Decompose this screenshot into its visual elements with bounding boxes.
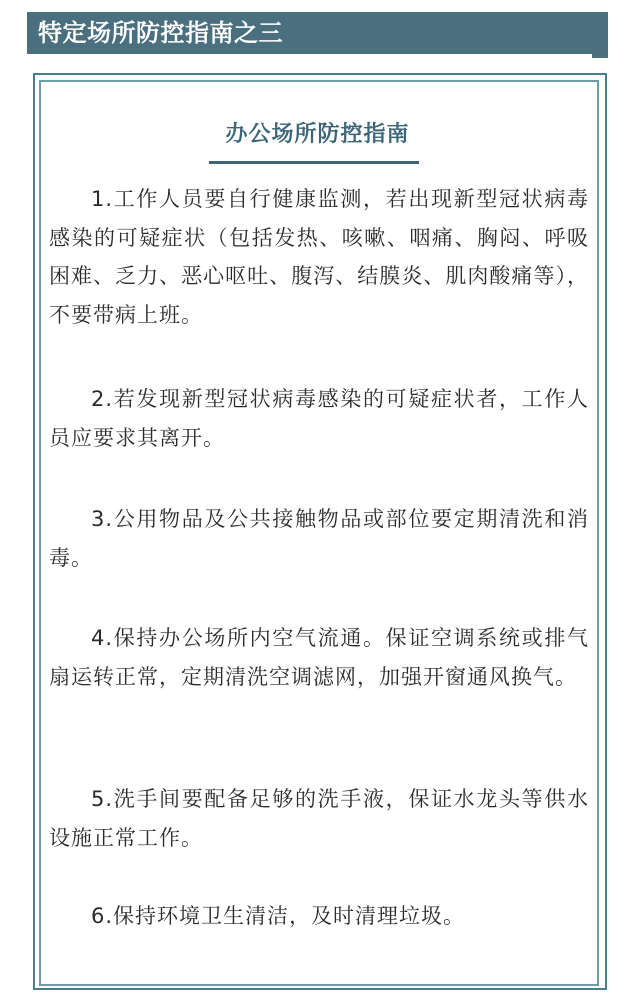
guideline-item-1: 1.工作人员要自行健康监测，若出现新型冠状病毒感染的可疑症状（包括发热、咳嗽、咽痛、胸闷、呼吸困难、乏力、恶心呕吐、腹泻、结膜炎、肌肉酸痛等），不要带病上班。 xyxy=(49,187,589,327)
guideline-item-6: 6.保持环境卫生清洁，及时清理垃圾。 xyxy=(91,904,466,928)
guideline-item-5: 5.洗手间要配备足够的洗手液，保证水龙头等供水设施正常工作。 xyxy=(49,787,589,850)
section-title: 办公场所防控指南 xyxy=(225,122,410,147)
header-accent xyxy=(592,54,608,58)
header-bar xyxy=(27,12,608,54)
guideline-item-2: 2.若发现新型冠状病毒感染的可疑症状者，工作人员应要求其离开。 xyxy=(49,387,589,450)
header-title: 特定场所防控指南之三 xyxy=(38,19,283,47)
section-title-underline xyxy=(209,161,419,164)
guideline-item-3: 3.公用物品及公共接触物品或部位要定期清洗和消毒。 xyxy=(49,507,589,570)
guideline-item-4: 4.保持办公场所内空气流通。保证空调系统或排气扇运转正常，定期清洗空调滤网，加强开窗通风换气。 xyxy=(49,626,589,689)
